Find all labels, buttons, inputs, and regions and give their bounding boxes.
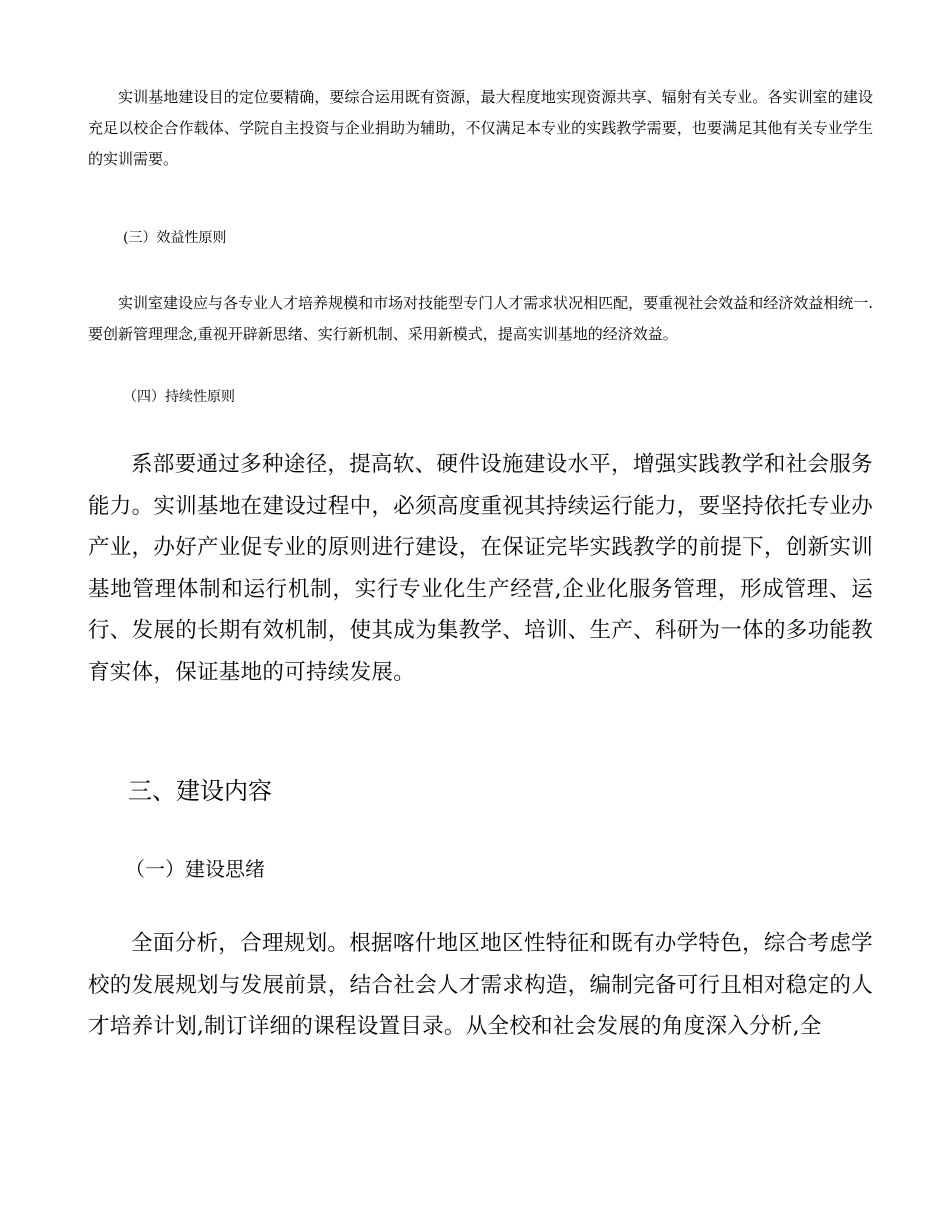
heading-sustainability-principle: （四）持续性原则 — [123, 389, 235, 405]
subsection-title-construction-ideas: （一）建设思绪 — [125, 857, 265, 881]
paragraph-benefit-principle: 实训室建设应与各专业人才培养规模和市场对技能型专门人才需求状况相匹配，要重视社会效益和经济效益相统一.要创新管理理念,重视开辟新思绪、实行新机制、采用新模式，提高实训基地的经济效益。 — [88, 294, 873, 343]
paragraph-sustainability-principle: 系部要通过多种途径，提高软、硬件设施建设水平，增强实践教学和社会服务能力。实训基地在建设过程中，必须高度重视其持续运行能力，要坚持依托专业办产业，办好产业促专业的原则进行建设，在保证完毕实践教学的前提下，创新实训基地管理体制和运行机制，实行专业化生产经营,企业化服务管理，形成管理、运行、发展的长期有效机制，使其成为集教学、培训、生产、科研为一体的多功能教育实体，保证基地的可持续发展。 — [88, 452, 873, 685]
paragraph-site-positioning: 实训基地建设目的定位要精确，要综合运用既有资源，最大程度地实现资源共享、辐射有关专业。各实训室的建设充足以校企合作载体、学院自主投资与企业捐助为辅助，不仅满足本专业的实践教学需要，也要满足其他有关专业学生的实训需要。 — [88, 88, 873, 168]
heading-benefit-principle: (三）效益性原则 — [123, 230, 227, 246]
section-title-construction-content: 三、建设内容 — [128, 777, 272, 805]
paragraph-construction-ideas: 全面分析，合理规划。根据喀什地区地区性特征和既有办学特色，综合考虑学校的发展规划与发展前景，结合社会人才需求构造，编制完备可行且相对稳定的人才培养计划,制订详细的课程设置目录。从全校和社会发展的角度深入分析,全 — [88, 931, 873, 1039]
